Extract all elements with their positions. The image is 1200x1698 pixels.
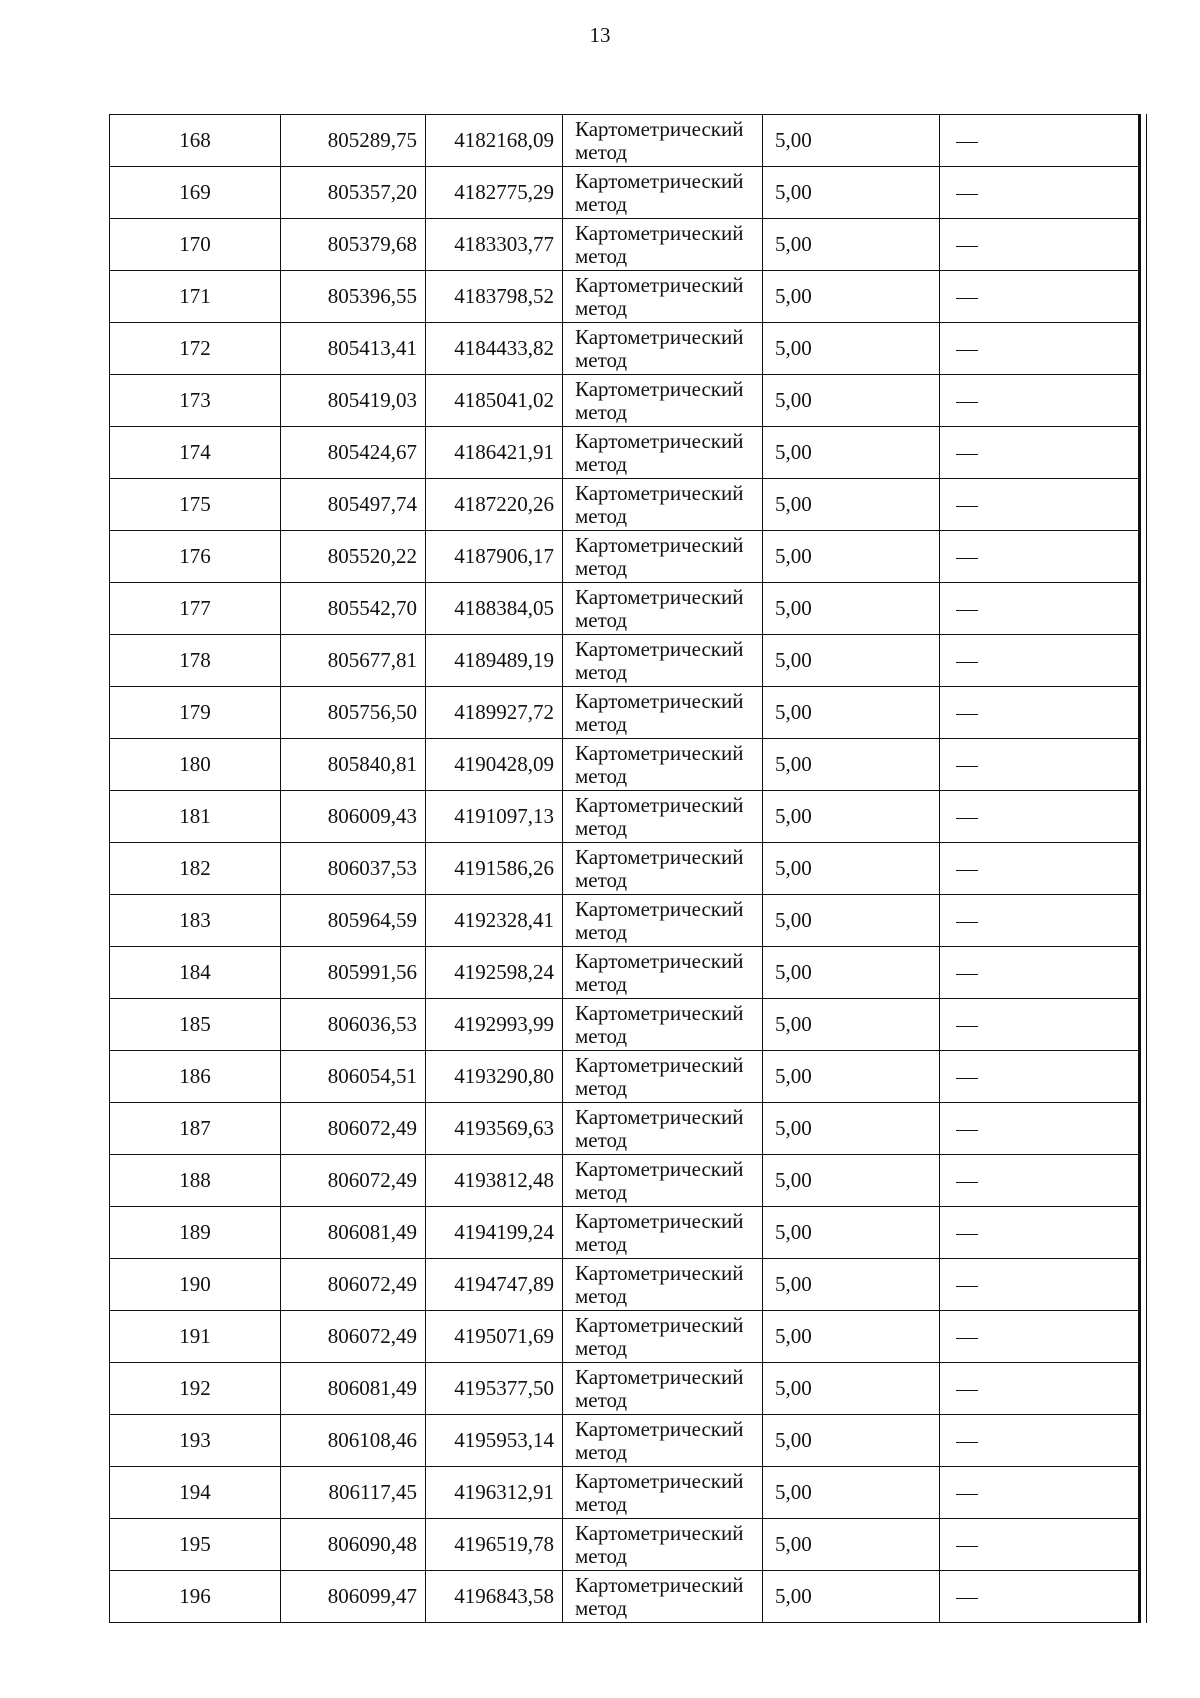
method-text: Картометрический метод — [575, 532, 744, 580]
note-cell — [940, 1363, 1140, 1415]
method-text: Картометрический метод — [575, 1000, 744, 1048]
point-number-cell: 193 — [110, 1415, 281, 1467]
accuracy-cell: 5,00 — [763, 531, 940, 583]
coordinate-y-cell: 4196843,58 — [426, 1571, 563, 1623]
dash-mark — [956, 298, 978, 299]
method-cell — [563, 427, 763, 479]
method-cell — [563, 1467, 763, 1519]
coordinate-y-cell: 4183303,77 — [426, 219, 563, 271]
dash-mark — [956, 1130, 978, 1131]
note-cell — [940, 1207, 1140, 1259]
point-number-cell: 177 — [110, 583, 281, 635]
method-text: Картометрический метод — [575, 1052, 744, 1100]
table-row — [110, 427, 1140, 479]
dash-mark — [956, 506, 978, 507]
coordinate-y-cell: 4189927,72 — [426, 687, 563, 739]
dash-mark — [956, 662, 978, 663]
coordinates-table-body — [110, 115, 1140, 1623]
coordinate-y-cell: 4183798,52 — [426, 271, 563, 323]
method-text: Картометрический метод — [575, 1260, 744, 1308]
point-number-cell: 194 — [110, 1467, 281, 1519]
table-row — [110, 271, 1140, 323]
point-number-cell: 191 — [110, 1311, 281, 1363]
point-number-cell: 181 — [110, 791, 281, 843]
method-text: Картометрический метод — [575, 168, 744, 216]
note-cell — [940, 687, 1140, 739]
table-row — [110, 219, 1140, 271]
method-text: Картометрический метод — [575, 1416, 744, 1464]
note-cell — [940, 1415, 1140, 1467]
method-cell — [563, 947, 763, 999]
note-cell — [940, 635, 1140, 687]
table-row — [110, 115, 1140, 167]
method-cell — [563, 1259, 763, 1311]
accuracy-cell: 5,00 — [763, 271, 940, 323]
note-cell — [940, 1259, 1140, 1311]
coordinate-y-cell: 4182775,29 — [426, 167, 563, 219]
method-cell — [563, 1051, 763, 1103]
method-cell — [563, 271, 763, 323]
coordinate-y-cell: 4196312,91 — [426, 1467, 563, 1519]
table-row — [110, 1415, 1140, 1467]
accuracy-cell: 5,00 — [763, 1363, 940, 1415]
method-cell — [563, 479, 763, 531]
coordinate-y-cell: 4182168,09 — [426, 115, 563, 167]
dash-mark — [956, 1338, 978, 1339]
table-row — [110, 583, 1140, 635]
note-cell — [940, 427, 1140, 479]
point-number-cell: 179 — [110, 687, 281, 739]
accuracy-cell: 5,00 — [763, 323, 940, 375]
accuracy-cell: 5,00 — [763, 1415, 940, 1467]
method-text: Картометрический метод — [575, 948, 744, 996]
table-row — [110, 843, 1140, 895]
method-text: Картометрический метод — [575, 428, 744, 476]
coordinate-y-cell: 4193569,63 — [426, 1103, 563, 1155]
coordinate-x-cell: 806009,43 — [281, 791, 426, 843]
table-row — [110, 1467, 1140, 1519]
dash-mark — [956, 558, 978, 559]
table-row — [110, 1571, 1140, 1623]
accuracy-cell: 5,00 — [763, 1311, 940, 1363]
method-cell — [563, 1519, 763, 1571]
point-number-cell: 173 — [110, 375, 281, 427]
coordinate-y-cell: 4187906,17 — [426, 531, 563, 583]
coordinate-x-cell: 805840,81 — [281, 739, 426, 791]
point-number-cell: 188 — [110, 1155, 281, 1207]
point-number-cell: 180 — [110, 739, 281, 791]
accuracy-cell: 5,00 — [763, 687, 940, 739]
method-cell — [563, 1103, 763, 1155]
method-cell — [563, 635, 763, 687]
coordinate-y-cell: 4188384,05 — [426, 583, 563, 635]
coordinate-y-cell: 4193290,80 — [426, 1051, 563, 1103]
coordinate-y-cell: 4192598,24 — [426, 947, 563, 999]
method-cell — [563, 791, 763, 843]
coordinate-y-cell: 4187220,26 — [426, 479, 563, 531]
coordinate-x-cell: 805357,20 — [281, 167, 426, 219]
coordinate-x-cell: 806081,49 — [281, 1207, 426, 1259]
method-text: Картометрический метод — [575, 792, 744, 840]
point-number-cell: 186 — [110, 1051, 281, 1103]
table-row — [110, 1311, 1140, 1363]
table-row — [110, 1103, 1140, 1155]
accuracy-cell: 5,00 — [763, 115, 940, 167]
coordinate-x-cell: 805964,59 — [281, 895, 426, 947]
coordinate-y-cell: 4185041,02 — [426, 375, 563, 427]
note-cell — [940, 219, 1140, 271]
method-cell — [563, 1415, 763, 1467]
accuracy-cell: 5,00 — [763, 1051, 940, 1103]
point-number-cell: 174 — [110, 427, 281, 479]
accuracy-cell: 5,00 — [763, 479, 940, 531]
note-cell — [940, 583, 1140, 635]
point-number-cell: 196 — [110, 1571, 281, 1623]
coordinate-x-cell: 806072,49 — [281, 1155, 426, 1207]
accuracy-cell: 5,00 — [763, 843, 940, 895]
coordinate-x-cell: 806117,45 — [281, 1467, 426, 1519]
note-cell — [940, 1467, 1140, 1519]
accuracy-cell: 5,00 — [763, 583, 940, 635]
accuracy-cell: 5,00 — [763, 167, 940, 219]
dash-mark — [956, 246, 978, 247]
note-cell — [940, 1311, 1140, 1363]
dash-mark — [956, 714, 978, 715]
dash-mark — [956, 610, 978, 611]
coordinate-x-cell: 805756,50 — [281, 687, 426, 739]
method-text: Картометрический метод — [575, 1364, 744, 1412]
method-text: Картометрический метод — [575, 1156, 744, 1204]
coordinate-y-cell: 4194199,24 — [426, 1207, 563, 1259]
table-row — [110, 1259, 1140, 1311]
method-cell — [563, 167, 763, 219]
method-cell — [563, 1571, 763, 1623]
coordinates-table-wrapper — [109, 114, 1147, 1623]
table-row — [110, 479, 1140, 531]
table-row — [110, 947, 1140, 999]
table-row — [110, 687, 1140, 739]
dash-mark — [956, 818, 978, 819]
accuracy-cell: 5,00 — [763, 1519, 940, 1571]
coordinate-y-cell: 4194747,89 — [426, 1259, 563, 1311]
dash-mark — [956, 1286, 978, 1287]
dash-mark — [956, 454, 978, 455]
note-cell — [940, 895, 1140, 947]
point-number-cell: 169 — [110, 167, 281, 219]
coordinate-x-cell: 805289,75 — [281, 115, 426, 167]
accuracy-cell: 5,00 — [763, 219, 940, 271]
accuracy-cell: 5,00 — [763, 1207, 940, 1259]
method-text: Картометрический метод — [575, 116, 744, 164]
method-text: Картометрический метод — [575, 636, 744, 684]
accuracy-cell: 5,00 — [763, 947, 940, 999]
coordinate-y-cell: 4192328,41 — [426, 895, 563, 947]
point-number-cell: 184 — [110, 947, 281, 999]
table-row — [110, 999, 1140, 1051]
note-cell — [940, 479, 1140, 531]
dash-mark — [956, 1390, 978, 1391]
coordinate-y-cell: 4190428,09 — [426, 739, 563, 791]
method-text: Картометрический метод — [575, 844, 744, 892]
coordinate-y-cell: 4192993,99 — [426, 999, 563, 1051]
method-text: Картометрический метод — [575, 584, 744, 632]
table-row — [110, 791, 1140, 843]
method-text: Картометрический метод — [575, 376, 744, 424]
coordinate-x-cell: 805497,74 — [281, 479, 426, 531]
coordinate-x-cell: 805396,55 — [281, 271, 426, 323]
point-number-cell: 175 — [110, 479, 281, 531]
note-cell — [940, 271, 1140, 323]
coordinate-y-cell: 4193812,48 — [426, 1155, 563, 1207]
table-row — [110, 895, 1140, 947]
dash-mark — [956, 142, 978, 143]
coordinate-x-cell: 806099,47 — [281, 1571, 426, 1623]
note-cell — [940, 1155, 1140, 1207]
coordinate-x-cell: 806108,46 — [281, 1415, 426, 1467]
dash-mark — [956, 1546, 978, 1547]
method-cell — [563, 1207, 763, 1259]
point-number-cell: 187 — [110, 1103, 281, 1155]
coordinate-x-cell: 805419,03 — [281, 375, 426, 427]
point-number-cell: 190 — [110, 1259, 281, 1311]
note-cell — [940, 167, 1140, 219]
method-cell — [563, 583, 763, 635]
coordinates-table — [109, 114, 1141, 1623]
dash-mark — [956, 350, 978, 351]
accuracy-cell: 5,00 — [763, 895, 940, 947]
note-cell — [940, 791, 1140, 843]
method-cell — [563, 115, 763, 167]
method-text: Картометрический метод — [575, 1520, 744, 1568]
point-number-cell: 185 — [110, 999, 281, 1051]
note-cell — [940, 999, 1140, 1051]
table-row — [110, 635, 1140, 687]
method-cell — [563, 999, 763, 1051]
coordinate-y-cell: 4195377,50 — [426, 1363, 563, 1415]
coordinate-x-cell: 806036,53 — [281, 999, 426, 1051]
method-text: Картометрический метод — [575, 1572, 744, 1620]
dash-mark — [956, 766, 978, 767]
method-cell — [563, 1311, 763, 1363]
dash-mark — [956, 922, 978, 923]
note-cell — [940, 323, 1140, 375]
method-text: Картометрический метод — [575, 1312, 744, 1360]
table-row — [110, 375, 1140, 427]
table-row — [110, 1051, 1140, 1103]
coordinate-x-cell: 806037,53 — [281, 843, 426, 895]
method-text: Картометрический метод — [575, 1104, 744, 1152]
coordinate-y-cell: 4186421,91 — [426, 427, 563, 479]
note-cell — [940, 947, 1140, 999]
coordinate-y-cell: 4195071,69 — [426, 1311, 563, 1363]
method-text: Картометрический метод — [575, 688, 744, 736]
method-text: Картометрический метод — [575, 480, 744, 528]
accuracy-cell: 5,00 — [763, 791, 940, 843]
accuracy-cell: 5,00 — [763, 1155, 940, 1207]
point-number-cell: 172 — [110, 323, 281, 375]
dash-mark — [956, 402, 978, 403]
method-cell — [563, 323, 763, 375]
page-number: 13 — [589, 23, 611, 47]
point-number-cell: 168 — [110, 115, 281, 167]
coordinate-x-cell: 806072,49 — [281, 1103, 426, 1155]
point-number-cell: 195 — [110, 1519, 281, 1571]
dash-mark — [956, 1442, 978, 1443]
method-text: Картометрический метод — [575, 1468, 744, 1516]
dash-mark — [956, 1494, 978, 1495]
coordinate-x-cell: 805677,81 — [281, 635, 426, 687]
coordinate-x-cell: 806081,49 — [281, 1363, 426, 1415]
dash-mark — [956, 974, 978, 975]
method-cell — [563, 1363, 763, 1415]
dash-mark — [956, 1026, 978, 1027]
dash-mark — [956, 1182, 978, 1183]
method-cell — [563, 687, 763, 739]
method-text: Картометрический метод — [575, 220, 744, 268]
method-text: Картометрический метод — [575, 1208, 744, 1256]
coordinate-y-cell: 4184433,82 — [426, 323, 563, 375]
dash-mark — [956, 870, 978, 871]
table-row — [110, 1519, 1140, 1571]
accuracy-cell: 5,00 — [763, 999, 940, 1051]
point-number-cell: 189 — [110, 1207, 281, 1259]
point-number-cell: 171 — [110, 271, 281, 323]
method-text: Картометрический метод — [575, 740, 744, 788]
point-number-cell: 178 — [110, 635, 281, 687]
note-cell — [940, 1571, 1140, 1623]
note-cell — [940, 739, 1140, 791]
dash-mark — [956, 1234, 978, 1235]
coordinate-y-cell: 4196519,78 — [426, 1519, 563, 1571]
dash-mark — [956, 194, 978, 195]
note-cell — [940, 531, 1140, 583]
note-cell — [940, 1519, 1140, 1571]
note-cell — [940, 1103, 1140, 1155]
coordinate-x-cell: 805991,56 — [281, 947, 426, 999]
accuracy-cell: 5,00 — [763, 1467, 940, 1519]
accuracy-cell: 5,00 — [763, 427, 940, 479]
point-number-cell: 183 — [110, 895, 281, 947]
method-cell — [563, 531, 763, 583]
coordinate-x-cell: 806072,49 — [281, 1311, 426, 1363]
point-number-cell: 192 — [110, 1363, 281, 1415]
method-cell — [563, 739, 763, 791]
coordinate-x-cell: 805542,70 — [281, 583, 426, 635]
table-row — [110, 739, 1140, 791]
table-row — [110, 1363, 1140, 1415]
coordinate-x-cell: 805520,22 — [281, 531, 426, 583]
dash-mark — [956, 1078, 978, 1079]
accuracy-cell: 5,00 — [763, 635, 940, 687]
table-row — [110, 323, 1140, 375]
table-row — [110, 531, 1140, 583]
coordinate-y-cell: 4191097,13 — [426, 791, 563, 843]
method-cell — [563, 843, 763, 895]
method-text: Картометрический метод — [575, 272, 744, 320]
accuracy-cell: 5,00 — [763, 375, 940, 427]
coordinate-x-cell: 806054,51 — [281, 1051, 426, 1103]
coordinate-y-cell: 4189489,19 — [426, 635, 563, 687]
point-number-cell: 182 — [110, 843, 281, 895]
coordinate-y-cell: 4195953,14 — [426, 1415, 563, 1467]
coordinate-x-cell: 805379,68 — [281, 219, 426, 271]
coordinate-x-cell: 805413,41 — [281, 323, 426, 375]
method-cell — [563, 375, 763, 427]
coordinate-x-cell: 805424,67 — [281, 427, 426, 479]
note-cell — [940, 375, 1140, 427]
coordinate-y-cell: 4191586,26 — [426, 843, 563, 895]
method-text: Картометрический метод — [575, 324, 744, 372]
table-row — [110, 1207, 1140, 1259]
method-cell — [563, 219, 763, 271]
method-text: Картометрический метод — [575, 896, 744, 944]
dash-mark — [956, 1598, 978, 1599]
accuracy-cell: 5,00 — [763, 739, 940, 791]
table-row — [110, 167, 1140, 219]
method-cell — [563, 1155, 763, 1207]
accuracy-cell: 5,00 — [763, 1103, 940, 1155]
point-number-cell: 176 — [110, 531, 281, 583]
accuracy-cell: 5,00 — [763, 1259, 940, 1311]
point-number-cell: 170 — [110, 219, 281, 271]
coordinate-x-cell: 806090,48 — [281, 1519, 426, 1571]
note-cell — [940, 1051, 1140, 1103]
coordinate-x-cell: 806072,49 — [281, 1259, 426, 1311]
note-cell — [940, 843, 1140, 895]
method-cell — [563, 895, 763, 947]
note-cell — [940, 115, 1140, 167]
accuracy-cell: 5,00 — [763, 1571, 940, 1623]
table-row — [110, 1155, 1140, 1207]
